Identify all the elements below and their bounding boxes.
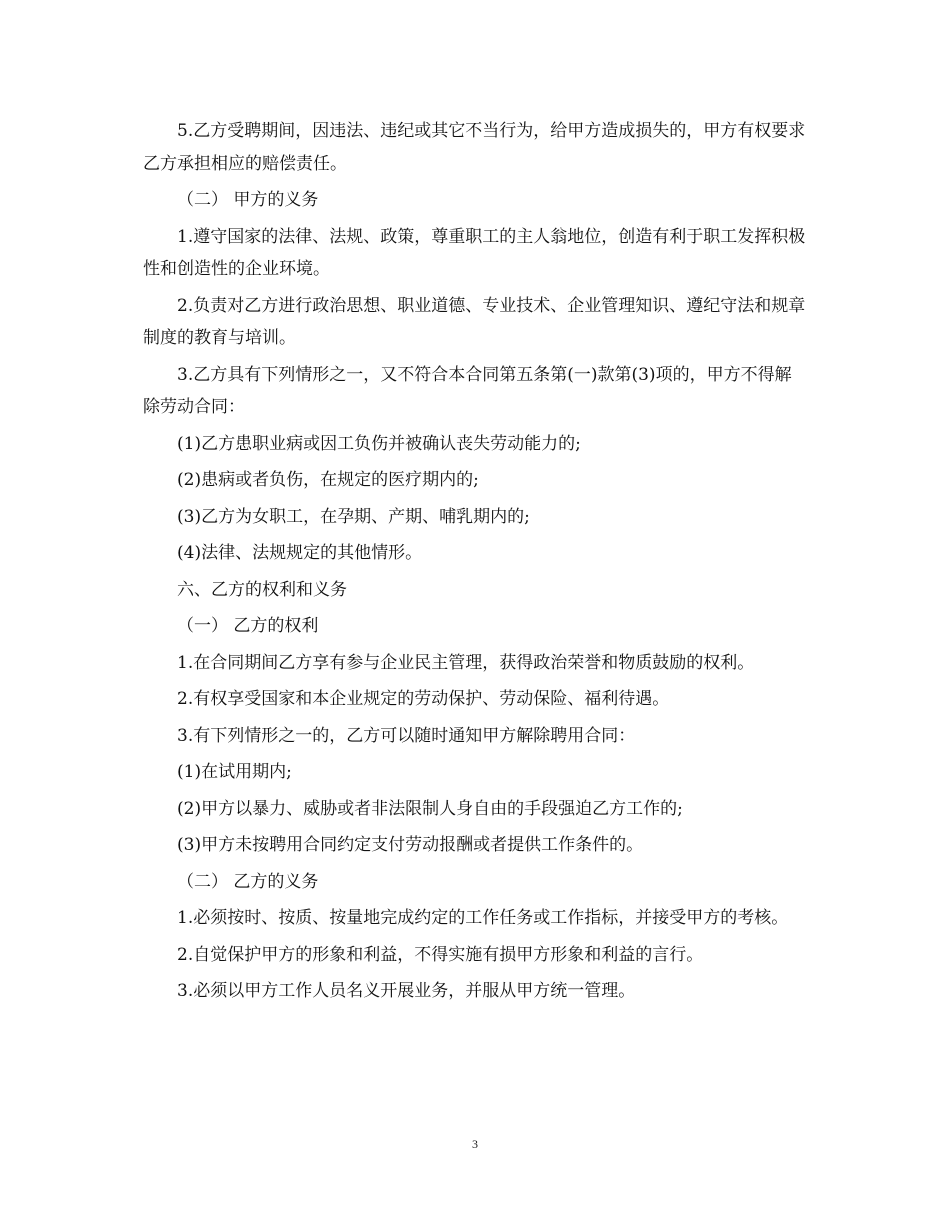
list-item-4: (4)法律、法规规定的其他情形。 <box>177 543 423 563</box>
paragraph-20: 2.自觉保护甲方的形象和利益，不得实施有损甲方形象和利益的言行。 <box>177 944 704 965</box>
list-item-1: (1)乙方患职业病或因工负伤并被确认丧失劳动能力的; <box>177 433 581 454</box>
paragraph-5: 3.乙方具有下列情形之一，又不符合本合同第五条第(一)款第(3)项的，甲方不得解除劳动合同： <box>143 364 792 417</box>
paragraph-12: 1.在合同期间乙方享有参与企业民主管理，获得政治荣誉和物质鼓励的权利。 <box>177 652 755 673</box>
list-item-2: (2)患病或者负伤，在规定的医疗期内的; <box>177 470 479 490</box>
chapter-heading-party-b: 六、乙方的权利和义务 <box>177 579 347 600</box>
list-item-6: (2)甲方以暴力、威胁或者非法限制人身自由的手段强迫乙方工作的; <box>177 798 683 819</box>
section-heading-party-b-duties: （二） 乙方的义务 <box>177 871 319 892</box>
paragraph-3: 1.遵守国家的法律、法规、政策，尊重职工的主人翁地位，创造有利于职工发挥积极性和创造性的企业环境。 <box>143 226 806 279</box>
paragraph-14: 3.有下列情形之一的，乙方可以随时通知甲方解除聘用合同： <box>177 725 636 746</box>
paragraph-19: 1.必须按时、按质、按量地完成约定的工作任务或工作指标，并接受甲方的考核。 <box>177 908 789 928</box>
paragraph-4: 2.负责对乙方进行政治思想、职业道德、专业技术、企业管理知识、遵纪守法和规章制度的教育与培训。 <box>143 295 806 348</box>
section-heading-party-a-duties: （二） 甲方的义务 <box>177 190 319 210</box>
paragraph-1: 5.乙方受聘期间，因违法、违纪或其它不当行为，给甲方造成损失的，甲方有权要求乙方承担相应的赔偿责任。 <box>143 121 806 174</box>
document-body <box>143 115 808 1012</box>
list-item-3: (3)乙方为女职工，在孕期、产期、哺乳期内的; <box>177 506 530 527</box>
list-item-7: (3)甲方未按聘用合同约定支付劳动报酬或者提供工作条件的。 <box>177 835 644 855</box>
list-item-5: (1)在试用期内; <box>177 762 292 782</box>
page-number: 3 <box>472 1137 478 1151</box>
section-heading-party-b-rights: （一） 乙方的权利 <box>177 616 319 636</box>
paragraph-21: 3.必须以甲方工作人员名义开展业务，并服从甲方统一管理。 <box>177 981 636 1001</box>
paragraph-13: 2.有权享受国家和本企业规定的劳动保护、劳动保险、福利待遇。 <box>177 689 670 709</box>
